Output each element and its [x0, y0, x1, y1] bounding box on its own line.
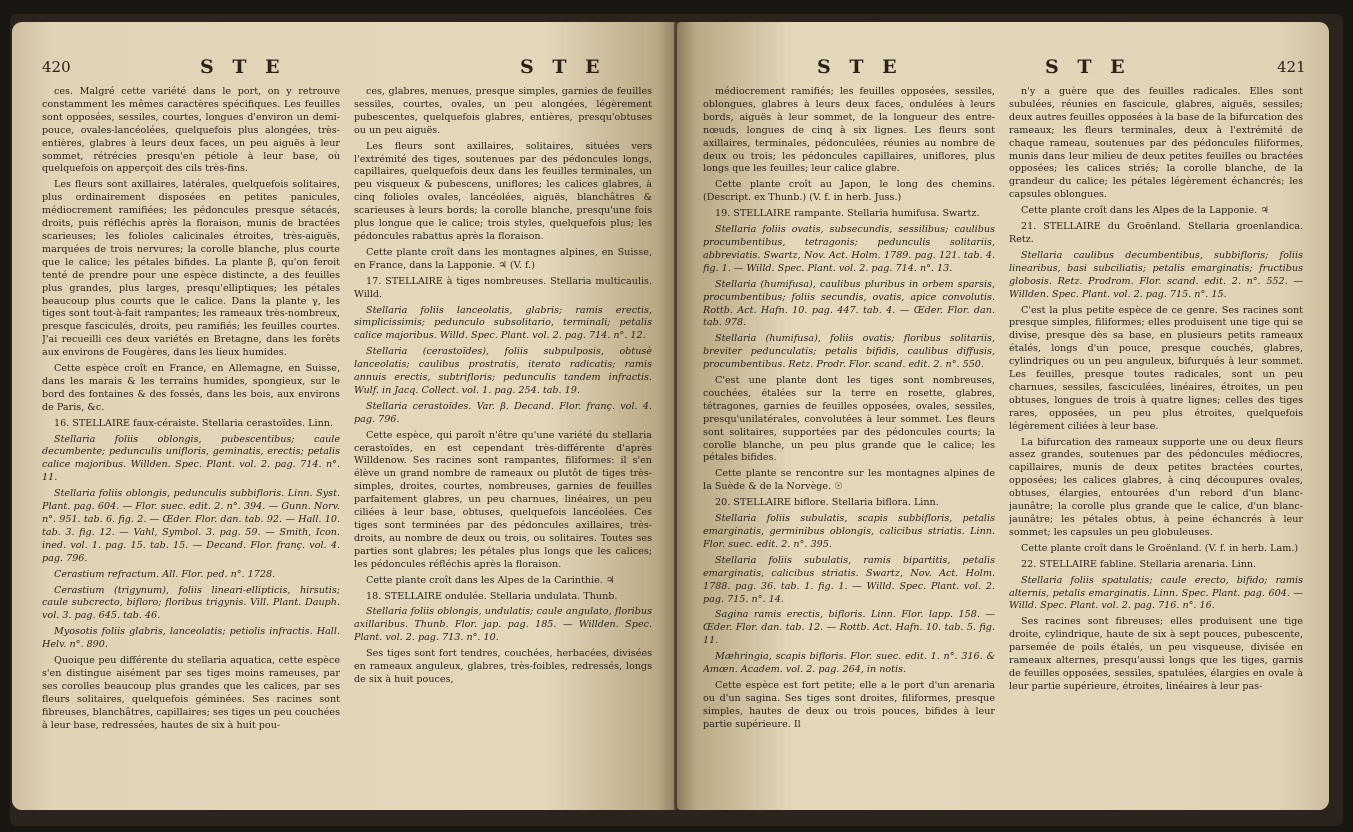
synonym: Stellaria foliis subulatis, ramis bipartitis, petalis emarginatis, calicibus striatis. Swartz, Nov. Act. Holm. 1788. pag. 36. tab. 1. fig. 1. — Willd. Spec. Plant. vol. 2. pag. 715. n°. 14.: [703, 554, 995, 605]
right-page: [677, 22, 1329, 810]
paragraph: Cette plante croît dans les montagnes alpines, en Suisse, en France, dans la Lapponie. ♃ (V. f.): [354, 246, 652, 271]
species-heading: 22. STELLAIRE fabline. Stellaria arenaria. Linn.: [1021, 558, 1257, 570]
paragraph: Quoique peu différente du stellaria aquatica, cette espèce s'en distingue aisément par ses tiges moins rameuses, par ses corolles beaucoup plus grandes que les calices, par ses fleurs solitaires, quelquefois géminées. Ses racines sont fibreuses, blanchâtres, capillaires; ses tiges un peu couchées à leur base, redressées, hautes de six à huit pou-: [42, 655, 340, 731]
paragraph: Cette plante croît dans les Alpes de la Carinthie. ♃: [366, 574, 615, 586]
synonym: Stellaria foliis oblongis, pubescentibus; caule decumbente; pedunculis unifloris, geminatis, erectis; petalis calice majoribus. Willden. Spec. Plant. vol. 2. pag. 714. n°. 11.: [42, 433, 340, 484]
synonym: Stellaria (humifusa), foliis ovatis; floribus solitariis, breviter pedunculatis; petalis bifidis, caulibus diffusis, procumbentibus. Retz. Prodr. Flor. scand. edit. 2. n°. 550.: [703, 333, 995, 371]
paragraph: ces, glabres, menues, presque simples, garnies de feuilles sessiles, courtes, ovales, un peu alongées, légèrement pubescentes, quelquefois glabres, entières, presqu'obtuses ou un peu aiguës.: [354, 86, 652, 136]
synonym: Cerastium (trigynum), foliis lineari-ellipticis, hirsutis; caule subcrecto, bifloro; floribus trigynis. Vill. Plant. Dauph. vol. 3. pag. 645. tab. 46.: [42, 584, 340, 622]
species-heading: 19. STELLAIRE rampante. Stellaria humifusa. Swartz.: [715, 208, 980, 220]
paragraph: Cette plante se rencontre sur les montagnes alpines de la Suède & de la Norvège. ☉: [703, 468, 995, 493]
species-heading: 21. STELLAIRE du Groënland. Stellaria groenlandica. Retz.: [1009, 221, 1303, 245]
synonym: Sagina ramis erectis, bifloris. Linn. Flor. lapp. 158. — Œder. Flor. dan. tab. 12. — Rottb. Act. Hafn. 10. tab. 5. fig. 11.: [703, 609, 995, 647]
paragraph: Cette plante croît au Japon, le long des chemins. (Descript. ex Thunb.) (V. f. in herb. Juss.): [703, 179, 995, 204]
species-heading: 17. STELLAIRE à tiges nombreuses. Stellaria multicaulis. Willd.: [354, 275, 652, 300]
species-heading: 20. STELLAIRE biflore. Stellaria biflora. Linn.: [715, 497, 939, 509]
right-page-column-1: [703, 86, 995, 796]
left-page-column-1: [42, 86, 340, 796]
paragraph: La bifurcation des rameaux supporte une ou deux fleurs assez grandes, soutenues par des pédoncules médiocres, capillaires, munis de deux petites bractées courtes, opposées; les calices glabres, à cinq découpures ovales, obtuses, élargies, entourées d'un rebord d'un blanc-jaunâtre; la corolle plus grande que le calice, d'un blanc-jaunâtre; les pétales obtus, à peine échancrés à leur sommet; les capsules un peu globuleuses.: [1009, 436, 1303, 538]
paragraph: Les fleurs sont axillaires, latérales, quelquefois solitaires, plus ordinairement disposées en petites panicules, médiocrement ramifiées; les pédoncules presque sétacés, droits, puis réfléchis après la floraison, munis de bractées scarieuses; les folioles calicinales étroites, très-aiguës, marquées de trois nervures; la corolle blanche, plus courte que le calice; les pétales bifides. La plante β, qu'on feroit tenté de prendre pour une espèce distincte, a des feuilles plus grandes, plus larges, presqu'elliptiques; les pétales beaucoup plus courts que le calice. Dans la plante γ, les tiges sont tout-à-fait rampantes; les rameaux très-nombreux, presque fasciculés, droits, peu ramifiés; les feuilles courtes. J'ai recueilli ces deux variétés en Bretagne, dans les forêts aux environs de Fougères, dans les lieux humides.: [42, 179, 340, 359]
species-heading: 16. STELLAIRE faux-céraiste. Stellaria cerastoïdes. Linn.: [54, 417, 333, 429]
running-header-right-2: S T E: [1045, 56, 1131, 78]
page-number-right: 421: [1277, 58, 1306, 76]
synonym: Stellaria (cerastoïdes), foliis subpulposis, obtusè lanceolatis; caulibus prostratis, iterato radicatis; ramis annuis erectis, subtrifloris; pedunculis tandem infractis. Wulf. in Jacq. Collect. vol. 1. pag. 254. tab. 19.: [354, 346, 652, 396]
synonym: Stellaria foliis ovatis, subsecundis, sessilibus; caulibus procumbentibus, tetragonis; pedunculis solitariis, abbreviatis. Swartz, Nov. Act. Holm. 1789. pag. 121. tab. 4. fig. 1. — Willd. Spec. Plant. vol. 2. pag. 714. n°. 13.: [703, 224, 995, 274]
synonym: Stellaria foliis spatulatis; caule erecto, bifido; ramis alternis, petalis emarginatis. Linn. Spec. Plant. pag. 604. — Willd. Spec. Plant. vol. 2. pag. 716. n°. 16.: [1009, 574, 1303, 612]
paragraph: médiocrement ramifiés; les feuilles opposées, sessiles, oblongues, glabres à leurs deux faces, ondulées à leurs bords, aiguës à leur sommet, de la longueur des entre-nœuds, longues de cinq à six lignes. Les fleurs sont axillaires, terminales, pédonculées, réunies au nombre de deux ou trois; les pédoncules capillaires, uniflores, plus longs que les feuilles; leur calice glabre.: [703, 86, 995, 175]
species-heading: 18. STELLAIRE ondulée. Stellaria undulata. Thunb.: [366, 590, 618, 602]
paragraph: Cette plante croît dans le Groënland. (V. f. in herb. Lam.): [1021, 542, 1299, 554]
paragraph: Ses tiges sont fort tendres, couchées, herbacées, divisées en rameaux anguleux, glabres, très-foibles, redressés, longs de six à huit pouces,: [354, 648, 652, 685]
synonym: Stellaria cerastoïdes. Var. β. Decand. Flor. franç. vol. 4. pag. 796.: [354, 400, 652, 425]
synonym: Stellaria foliis subulatis, scapis subbifloris, petalis emarginatis, germinibus oblongis, calicibus striatis. Linn. Flor. suec. edit. 2. n°. 395.: [703, 513, 995, 550]
paragraph: Cette espèce croît en France, en Allemagne, en Suisse, dans les marais & les terrains humides, spongieux, sur le bord des fontaines & des fossés, dans les bois, aux environs de Paris, &c.: [42, 363, 340, 413]
running-header-right-1: S T E: [817, 56, 903, 78]
running-header-left-2: S T E: [520, 56, 606, 78]
paragraph: C'est la plus petite espèce de ce genre. Ses racines sont presque simples, filiformes; elles produisent une tige qui se divise, presque dès sa base, en plusieurs petits rameaux étalés, longs d'un pouce, presque couchés, glabres, cylindriques ou un peu anguleux, bifurqués à leur sommet. Les feuilles, presque toutes radicales, sont un peu charnues, sessiles, fasciculées, linéaires, étroites, un peu obtuses, longues de trois à quatre lignes; celles des tiges rares, opposées, un peu plus étroites, quelquefois légèrement ciliées à leur base.: [1009, 304, 1303, 432]
paragraph: Cette espèce, qui paroît n'être qu'une variété du stellaria cerastoïdes, en est cependant très-différente d'après Willdenow. Ses racines sont rampantes, filiformes: il s'en élève un grand nombre de rameaux ou plutôt de tiges très-simples, droites, courtes, nombreuses, garnies de feuilles parfaitement glabres, un peu charnues, linéaires, un peu ciliées à leur base, obtuses, quelquefois lancéolées. Ces tiges sont terminées par des pédoncules axillaires, très-droits, au nombre de deux ou trois, ou solitaires. Toutes ses parties sont glabres; les pétales plus longs que les calices; les pédoncules réfléchis après la floraison.: [354, 429, 652, 570]
running-header-left-1: S T E: [200, 56, 286, 78]
synonym: Stellaria foliis oblongis, pedunculis subbifloris. Linn. Syst. Plant. pag. 604. — Flor. suec. edit. 2. n°. 394. — Gunn. Norv. n°. 951. tab. 6. fig. 2. — Œder. Flor. dan. tab. 92. — Hall. 10. tab. 3. fig. 12. — Vahl, Symbol. 3. pag. 59. — Smith, Icon. ined. vol. 1. pag. 15. tab. 15. — Decand. Flor. franç. vol. 4. pag. 796.: [42, 488, 340, 564]
synonym: Myosotis foliis glabris, lanceolatis; petiolis infractis. Hall. Helv. n°. 890.: [42, 626, 340, 651]
paragraph: n'y a guère que des feuilles radicales. Elles sont subulées, réunies en fascicule, glabres, aiguës, sessiles; deux autres feuilles opposées à la base de la bifurcation des rameaux; les fleurs terminales, deux à l'extrémité de chaque rameau, soutenues par des pédoncules filiformes, munis dans leur milieu de deux petites feuilles ou bractées opposées; les calices striés; la corolle blanche, de la grandeur du calice; les pétales légèrement échancrés; les capsules oblongues.: [1009, 86, 1303, 201]
synonym: Stellaria caulibus decumbentibus, subbifloris; foliis linearibus, basi subciliatis; petalis emarginatis; fructibus globosis. Retz. Prodrom. Flor. scand. edit. 2. n°. 552. — Willden. Spec. Plant. vol. 2. pag. 715. n°. 15.: [1009, 249, 1303, 300]
paragraph: C'est une plante dont les tiges sont nombreuses, couchées, étalées sur la terre en rosette, glabres, tétragones, garnies de feuilles opposées, ovales, sessiles, presqu'unilatérales, convolutées à leur sommet. Les fleurs sont solitaires, supportées par des pédoncules courts; la corolle blanche, un peu plus grande que le calice; les pétales bifides.: [703, 375, 995, 464]
synonym: Mæhringia, scapis bifloris. Flor. suec. edit. 1. n°. 316. & Amœn. Academ. vol. 2. pag. 264, in notis.: [703, 651, 995, 676]
right-page-column-2: [1009, 86, 1303, 796]
paragraph: Cette espèce est fort petite; elle a le port d'un arenaria ou d'un sagina. Ses tiges sont droites, filiformes, presque simples, hautes de deux ou trois pouces, bifides à leur partie supérieure. Il: [703, 679, 995, 730]
left-page-column-2: [354, 86, 652, 796]
paragraph: Les fleurs sont axillaires, solitaires, situées vers l'extrémité des tiges, soutenues par des pédoncules longs, capillaires, quelquefois deux dans les feuilles terminales, un peu visqueux & pubescens, uniflores; les calices glabres, à cinq folioles ovales, lancéolées, aiguës, blanchâtres & scarieuses à leurs bords; la corolle blanche, presqu'une fois plus longue que le calice; trois styles, quelquefois plus; les pédoncules rabattus après la floraison.: [354, 140, 652, 242]
synonym: Cerastium refractum. All. Flor. ped. n°. 1728.: [54, 568, 276, 580]
synonym: Stellaria foliis oblongis, undulatis; caule angulato, floribus axillaribus. Thunb. Flor. jap. pag. 185. — Willden. Spec. Plant. vol. 2. pag. 713. n°. 10.: [354, 606, 652, 644]
paragraph: Ses racines sont fibreuses; elles produisent une tige droite, cylindrique, haute de six à sept pouces, pubescente, parsemée de poils étalés, un peu visqueuse, divisée en rameaux alternes, presqu'aussi longs que les tiges, garnis de feuilles opposées, sessiles, spatulées, élargies en ovale à leur partie supérieure, étroites, linéaires à leur pas-: [1009, 616, 1303, 692]
paragraph: ces. Malgré cette variété dans le port, on y retrouve constamment les mêmes caractères spécifiques. Les feuilles sont opposées, sessiles, courtes, longues d'environ un demi-pouce, ovales-lancéolées, quelquefois plus alongées, très-entières, glabres à leurs deux faces, un peu aiguës à leur sommet, rétrécies presqu'en pétiole à leur base, où quelquefois on apperçoit des cils très-fins.: [42, 86, 340, 175]
synonym: Stellaria (humifusa), caulibus pluribus in orbem sparsis, procumbentibus; foliis secundis, ovatis, apice convolutis. Rottb. Act. Hafn. 10. pag. 447. tab. 4. — Œder. Flor. dan. tab. 978.: [703, 278, 995, 329]
page-number-left: 420: [42, 58, 71, 76]
synonym: Stellaria foliis lanceolatis, glabris; ramis erectis, simplicissimis; pedunculo subsolitario, terminali; petalis calice majoribus. Willd. Spec. Plant. vol. 2. pag. 714. n°. 12.: [354, 304, 652, 342]
left-page: [12, 22, 677, 810]
paragraph: Cette plante croît dans les Alpes de la Lapponie. ♃: [1021, 205, 1269, 217]
